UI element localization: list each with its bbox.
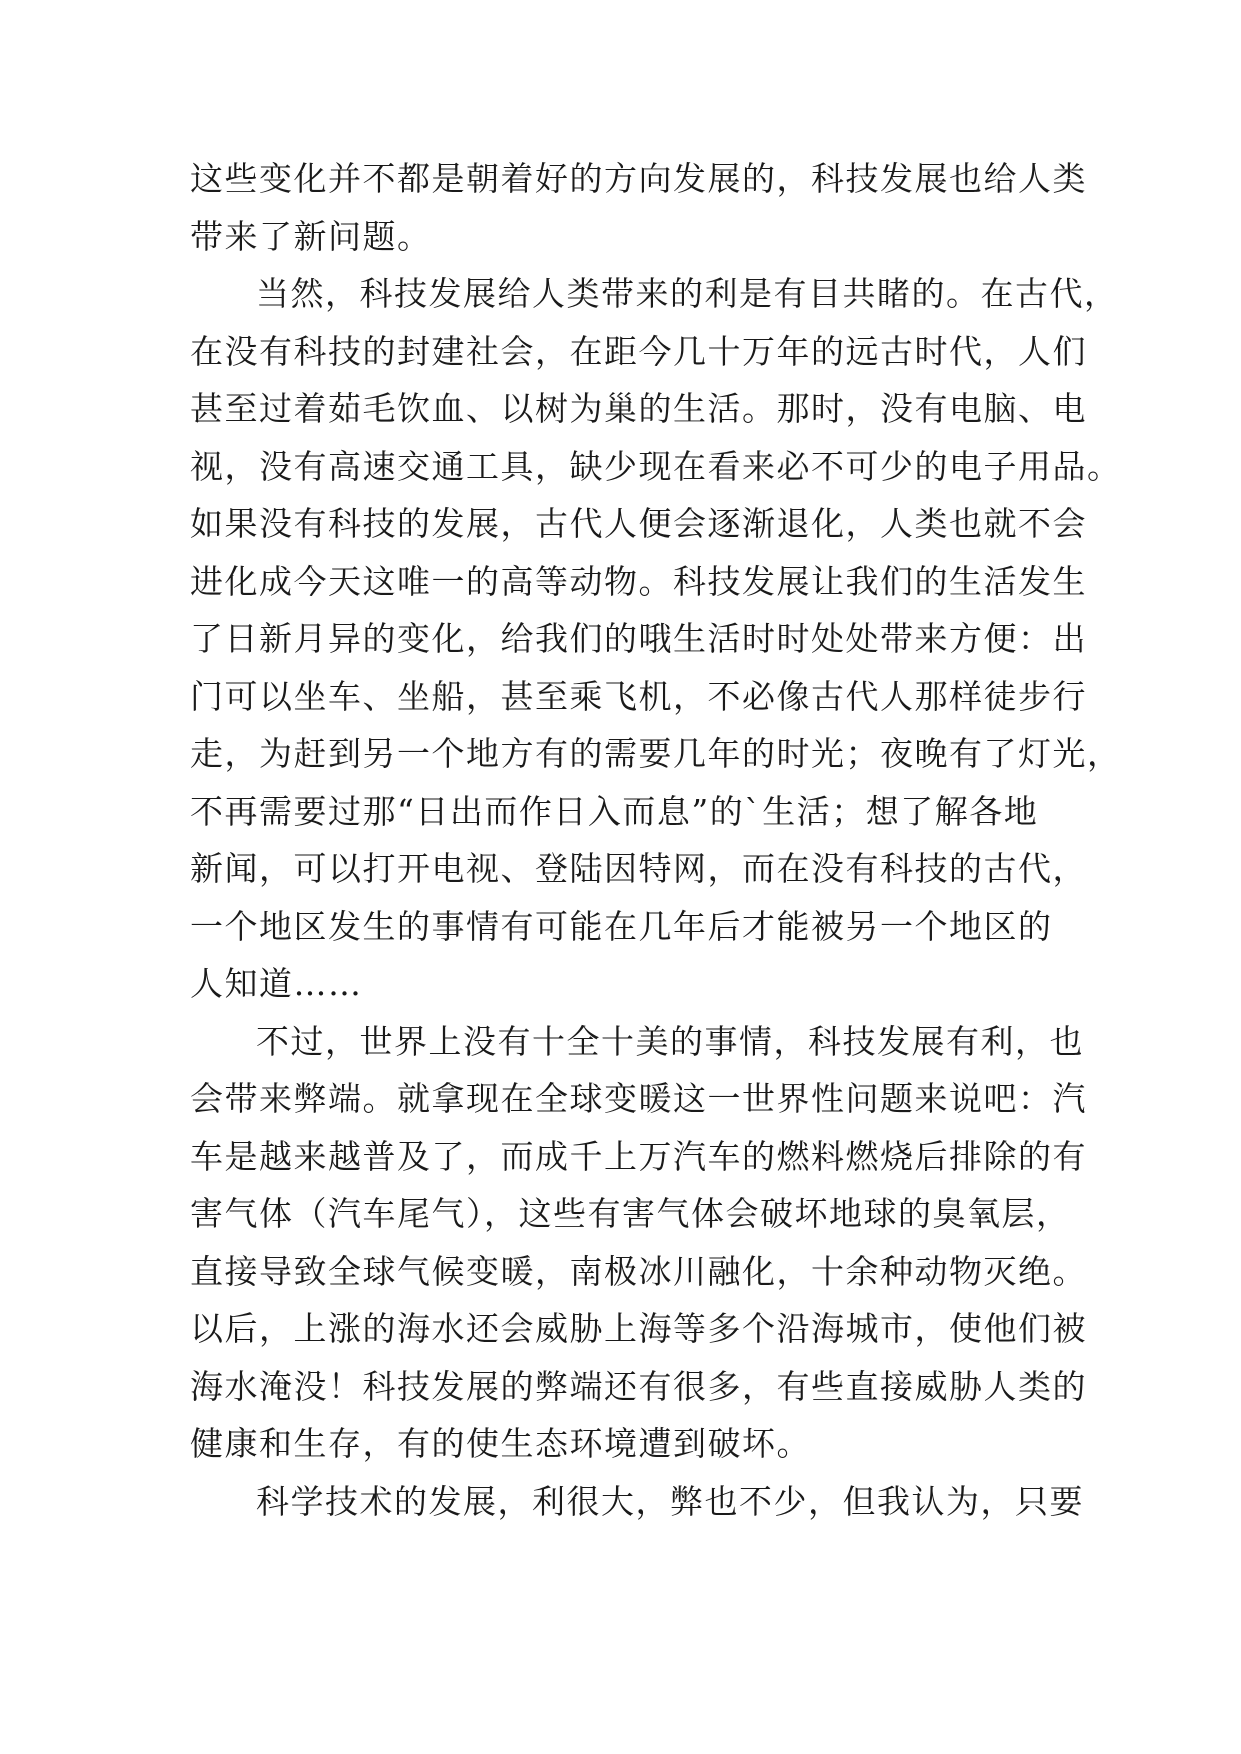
text-line: 了日新月异的变化，给我们的哦生活时时处处带来方便：出 bbox=[190, 619, 1087, 658]
paragraph bbox=[190, 1473, 1084, 1531]
paragraph bbox=[190, 265, 1122, 1013]
text-line: 走，为赶到另一个地方有的需要几年的时光；夜晚有了灯光， bbox=[190, 734, 1122, 773]
text-line: 会带来弊端。就拿现在全球变暖这一世界性问题来说吧：汽 bbox=[190, 1079, 1087, 1118]
text-line: 海水淹没！科技发展的弊端还有很多，有些直接威胁人类的 bbox=[190, 1366, 1087, 1406]
document-body bbox=[190, 150, 1122, 1530]
paragraph bbox=[190, 150, 1087, 265]
text-line: 当然，科技发展给人类带来的利是有目共睹的。在古代， bbox=[256, 274, 1119, 313]
text-line: 人知道…… bbox=[190, 964, 363, 1003]
text-line: 科学技术的发展，利很大，弊也不少，但我认为，只要 bbox=[256, 1481, 1084, 1521]
text-line: 这些变化并不都是朝着好的方向发展的，科技发展也给人类 bbox=[190, 159, 1087, 198]
text-line: 直接导致全球气候变暖，南极冰川融化，十余种动物灭绝。 bbox=[190, 1251, 1087, 1291]
text-line: 不再需要过那“日出而作日入而息”的`生活；想了解各地 bbox=[190, 791, 1039, 831]
text-line: 害气体（汽车尾气），这些有害气体会破坏地球的臭氧层， bbox=[190, 1194, 1071, 1233]
paragraph bbox=[190, 1013, 1087, 1473]
text-line: 带来了新问题。 bbox=[190, 216, 432, 256]
text-line: 视，没有高速交通工具，缺少现在看来必不可少的电子用品。 bbox=[190, 446, 1122, 486]
text-line: 健康和生存，有的使生态环境遭到破坏。 bbox=[190, 1424, 811, 1463]
text-line: 进化成今天这唯一的高等动物。科技发展让我们的生活发生 bbox=[190, 561, 1087, 601]
text-line: 车是越来越普及了，而成千上万汽车的燃料燃烧后排除的有 bbox=[190, 1136, 1087, 1176]
text-line: 新闻，可以打开电视、登陆因特网，而在没有科技的古代， bbox=[190, 849, 1087, 888]
text-line: 如果没有科技的发展，古代人便会逐渐退化，人类也就不会 bbox=[190, 504, 1087, 543]
text-line: 门可以坐车、坐船，甚至乘飞机，不必像古代人那样徒步行 bbox=[190, 676, 1087, 716]
text-line: 一个地区发生的事情有可能在几年后才能被另一个地区的 bbox=[190, 906, 1053, 946]
text-line: 在没有科技的封建社会，在距今几十万年的远古时代，人们 bbox=[190, 331, 1087, 371]
text-line: 以后，上涨的海水还会威胁上海等多个沿海城市，使他们被 bbox=[190, 1309, 1087, 1348]
text-line: 甚至过着茹毛饮血、以树为巢的生活。那时，没有电脑、电 bbox=[190, 389, 1087, 428]
text-line: 不过，世界上没有十全十美的事情，科技发展有利，也 bbox=[256, 1021, 1084, 1061]
